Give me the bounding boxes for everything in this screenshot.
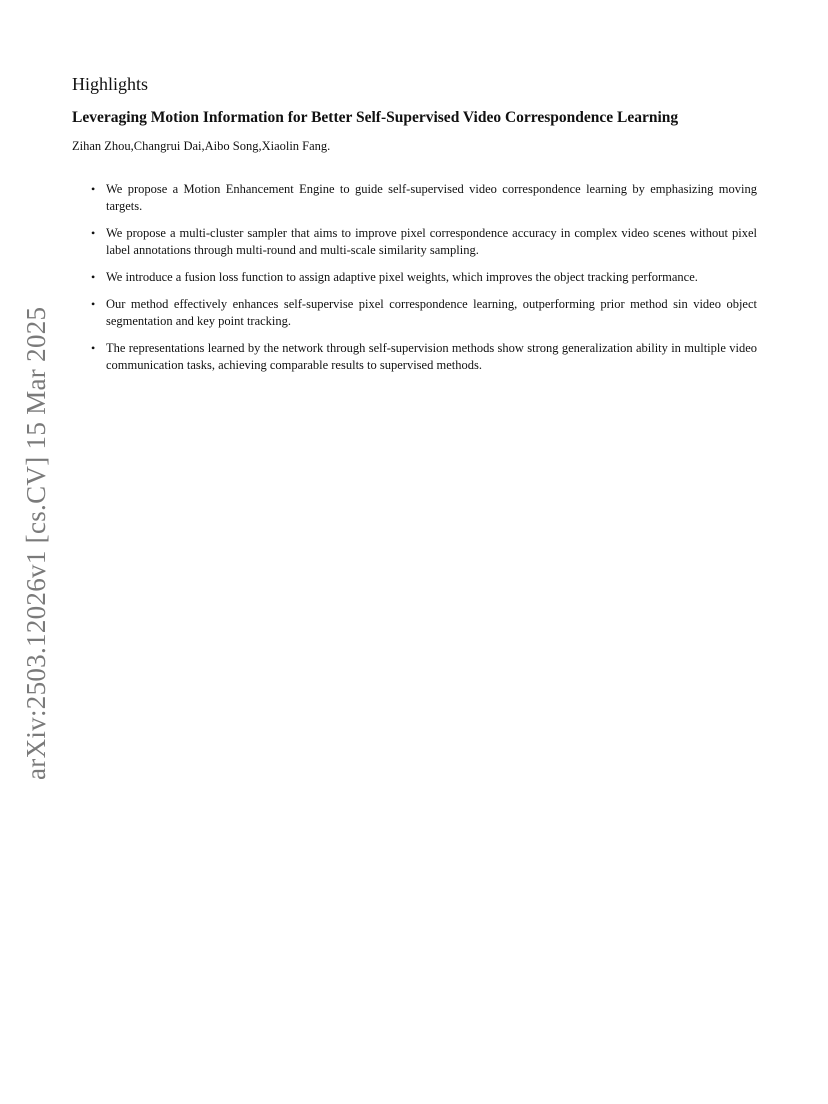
bullet-icon: • [91,182,96,196]
highlight-item [88,340,757,374]
highlight-text: We propose a multi-cluster sampler that aims to improve pixel correspondence accuracy in complex video scenes without pixel label annotations through multi-round and multi-scale similarity sampling. [106,226,757,257]
bullet-icon: • [91,226,96,240]
paper-title: Leveraging Motion Information for Better Self-Supervised Video Correspondence Learning [72,109,679,126]
highlight-text: The representations learned by the network through self-supervision methods show strong generalization ability in multiple video communication tasks, achieving comparable results to supervised methods. [106,341,757,372]
bullet-icon: • [91,270,96,284]
highlight-text: Our method effectively enhances self-supervise pixel correspondence learning, outperforming prior method sin video object segmentation and key point tracking. [106,297,757,328]
highlights-list [88,181,757,384]
highlight-item [88,296,757,330]
highlight-text: We propose a Motion Enhancement Engine to guide self-supervised video correspondence learning by emphasizing moving targets. [106,182,757,213]
bullet-icon: • [91,341,96,355]
highlights-heading: Highlights [72,74,149,94]
highlight-item [88,269,757,286]
highlight-text: We introduce a fusion loss function to assign adaptive pixel weights, which improves the object tracking performance. [106,270,698,284]
bullet-icon: • [91,297,96,311]
author-list: Zihan Zhou,Changrui Dai,Aibo Song,Xiaolin Fang. [72,139,331,153]
highlight-item [88,181,757,215]
highlight-item [88,225,757,259]
arxiv-identifier-stamp: arXiv:2503.12026v1 [cs.CV] 15 Mar 2025 [21,306,51,780]
